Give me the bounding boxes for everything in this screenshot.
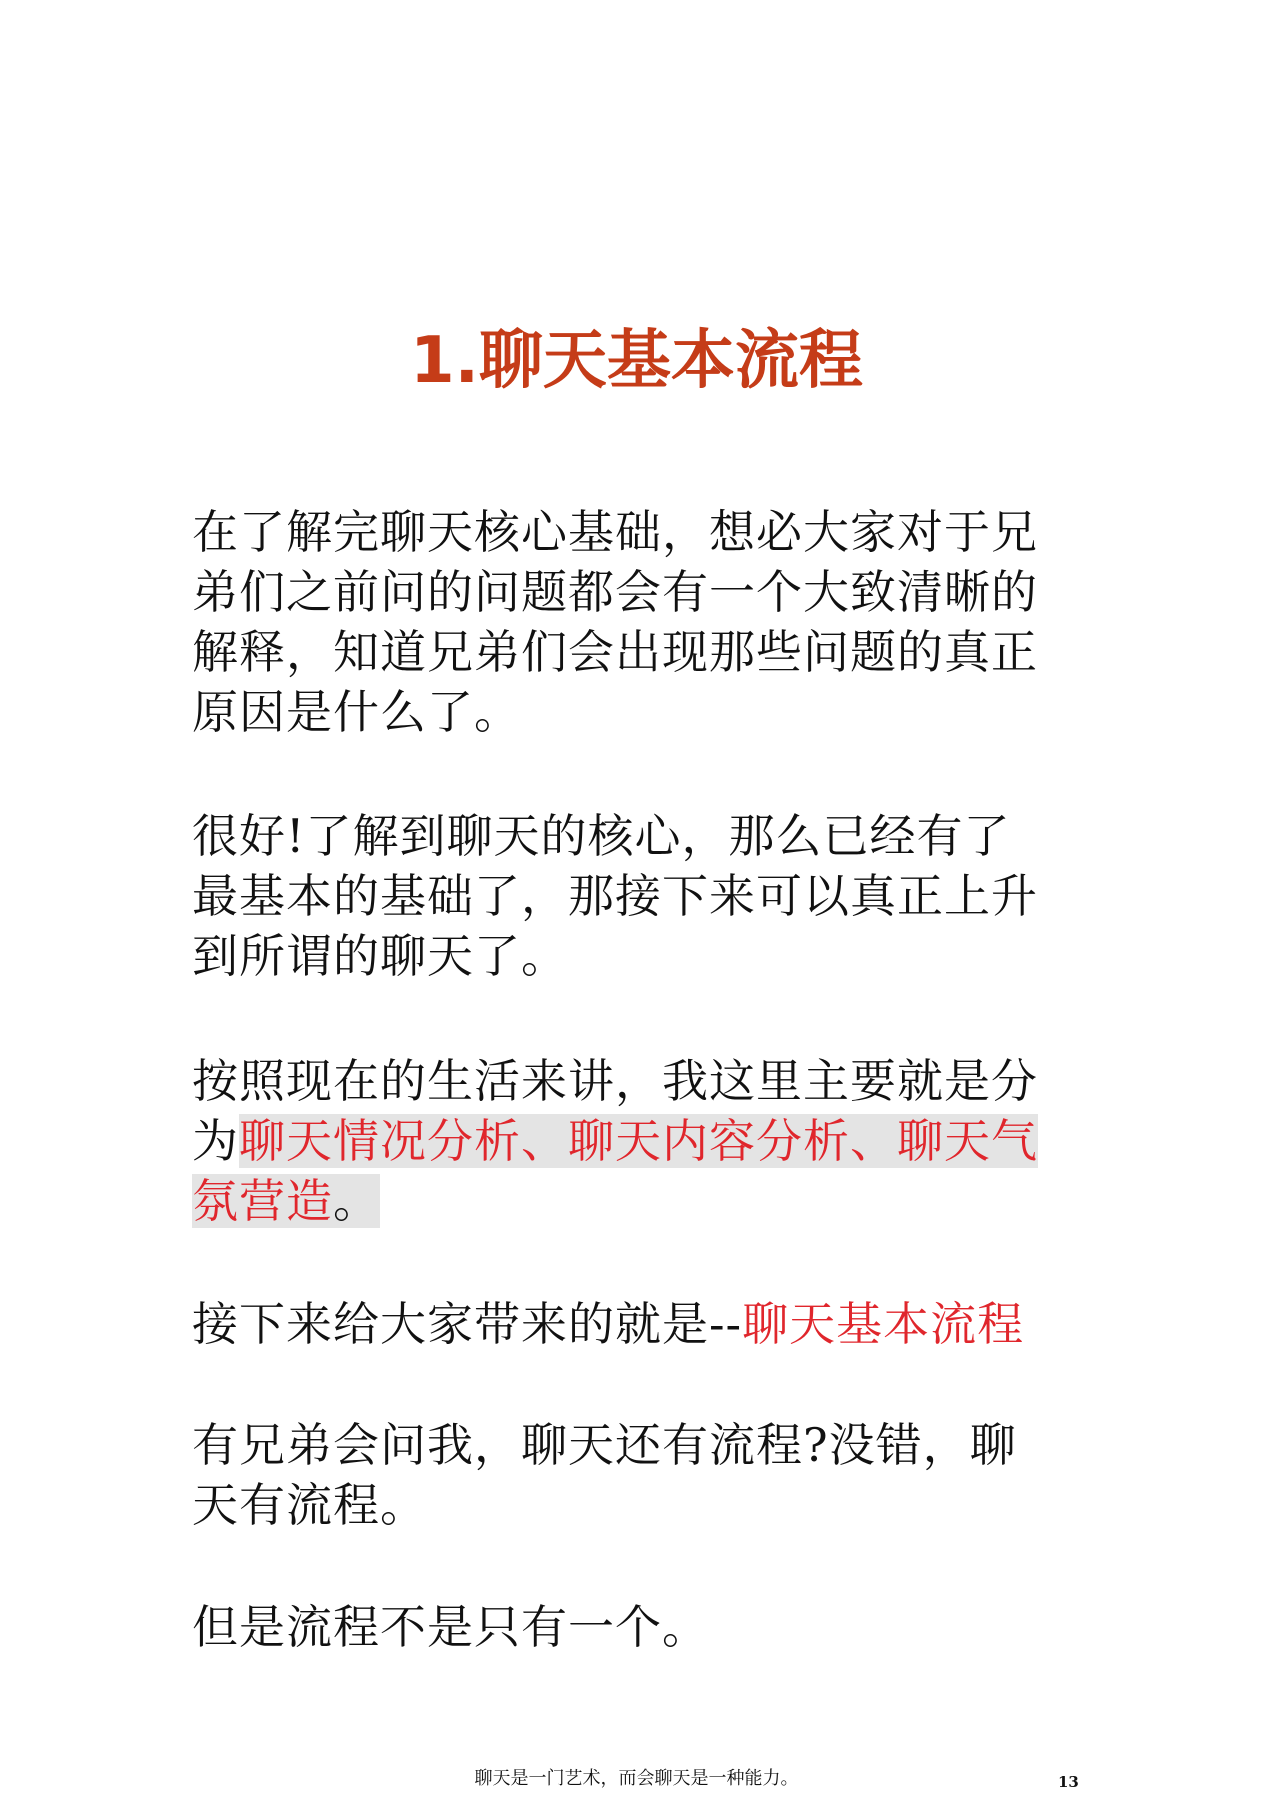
paragraph-core: 很好!了解到聊天的核心，那么已经有了最基本的基础了，那接下来可以真正上升到所谓的聊天了。 [192, 809, 1038, 983]
paragraph-next [192, 1294, 1042, 1354]
paragraph-question: 有兄弟会问我，聊天还有流程?没错，聊天有流程。 [192, 1418, 1017, 1532]
page-title: 1.聊天基本流程 [410, 323, 863, 398]
highlighted-topic: 聊天基本流程 [742, 1297, 1025, 1351]
paragraph-intro: 在了解完聊天核心基础，想必大家对于兄弟们之前问的问题都会有一个大致清晰的解释，知道兄弟们会出现那些问题的真正原因是什么了。 [192, 505, 1038, 739]
paragraph-conclusion: 但是流程不是只有一个。 [192, 1600, 709, 1654]
footer-tagline: 聊天是一门艺术，而会聊天是一种能力。 [474, 1768, 799, 1789]
paragraph-categories [192, 1051, 1042, 1231]
page-number: 13 [1058, 1773, 1079, 1791]
paragraph-categories-prefix: 按照现在的生活来讲，我这里主要就是分为 [192, 1054, 1038, 1168]
paragraph-categories-suffix: 。 [333, 1174, 380, 1228]
paragraph-next-prefix: 接下来给大家带来的就是-- [192, 1297, 743, 1351]
highlighted-categories: 聊天情况分析、聊天内容分析、聊天气氛营造 [192, 1114, 1038, 1228]
